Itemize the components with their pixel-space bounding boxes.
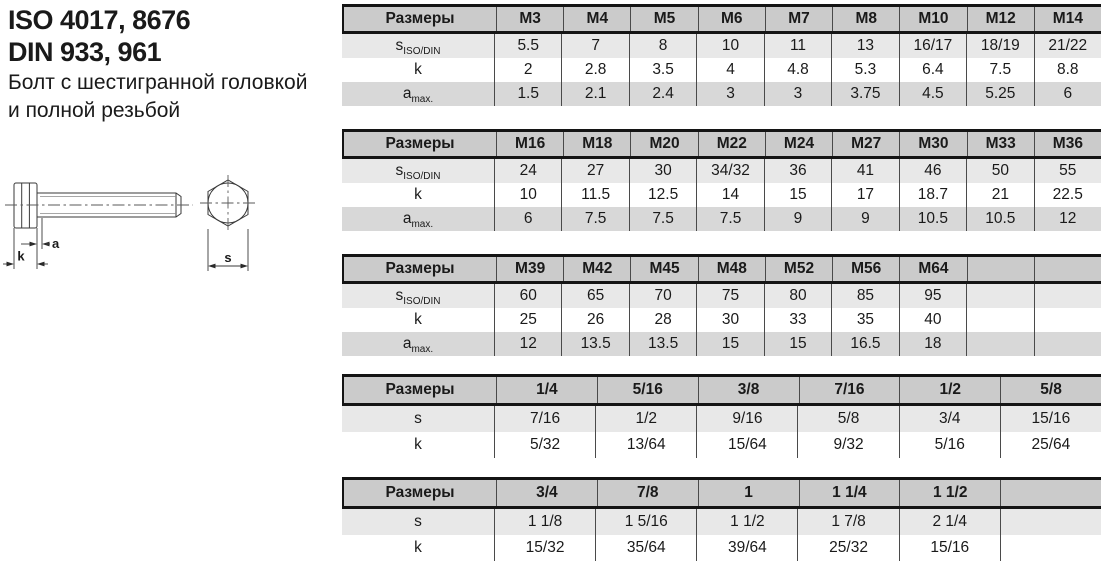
data-cell: 7.5 — [561, 207, 628, 231]
data-cell: 21/22 — [1034, 34, 1101, 58]
table-header-row — [342, 132, 1101, 159]
header-size-cell — [1000, 480, 1101, 506]
data-cell: 1 5/16 — [595, 509, 696, 535]
dimension-k-label: k — [17, 248, 25, 264]
header-size-cell: M64 — [899, 257, 966, 281]
data-cell: 6 — [1034, 82, 1101, 106]
data-cell: 8 — [629, 34, 696, 58]
data-cell — [1000, 509, 1101, 535]
data-cell: 25 — [494, 308, 561, 332]
data-cell: 26 — [561, 308, 628, 332]
dimension-a-label: a — [52, 236, 60, 251]
header-label-cell: Размеры — [385, 260, 455, 277]
header-size-cell: M18 — [563, 132, 630, 156]
data-cell — [966, 308, 1033, 332]
row-label: $s_{ISO/DIN}$ — [395, 37, 441, 58]
data-cell: 18.7 — [899, 183, 966, 207]
standard-din: DIN 933, 961 — [8, 37, 162, 67]
table-row-a — [342, 82, 1101, 106]
header-size-cell — [967, 257, 1034, 281]
header-size-cell: M10 — [899, 7, 966, 31]
header-size-cell: M4 — [563, 7, 630, 31]
data-cell: 5/16 — [899, 432, 1000, 458]
data-cell: 6.4 — [899, 58, 966, 82]
data-cell: 5.5 — [494, 34, 561, 58]
table-row-s — [342, 159, 1101, 183]
header-size-cell: 3/4 — [496, 480, 597, 506]
row-label: $a_{max.}$ — [402, 85, 434, 106]
row-label: k — [414, 539, 422, 556]
header-label-cell: Размеры — [385, 484, 455, 501]
row-label: k — [414, 311, 422, 328]
header-size-cell: M22 — [698, 132, 765, 156]
header-size-cell: 1 — [698, 480, 799, 506]
data-cell: 4.5 — [899, 82, 966, 106]
data-cell: 5/8 — [797, 406, 898, 432]
data-cell: 1/2 — [595, 406, 696, 432]
header-size-cell — [1034, 257, 1101, 281]
data-cell: 24 — [494, 159, 561, 183]
data-cell: 10 — [494, 183, 561, 207]
data-cell: 25/64 — [1000, 432, 1101, 458]
table-row-k — [342, 308, 1101, 332]
data-cell: 1 7/8 — [797, 509, 898, 535]
data-cell: 3/4 — [899, 406, 1000, 432]
data-cell: 85 — [831, 284, 898, 308]
table-row-k — [342, 183, 1101, 207]
header-size-cell: M24 — [765, 132, 832, 156]
header-size-cell: M42 — [563, 257, 630, 281]
data-cell: 11 — [764, 34, 831, 58]
table-row-k — [342, 432, 1101, 458]
data-cell: 2.4 — [629, 82, 696, 106]
data-cell: 10.5 — [966, 207, 1033, 231]
data-cell: 7/16 — [494, 406, 595, 432]
data-cell: 3.75 — [831, 82, 898, 106]
table-header-row — [342, 377, 1101, 406]
data-cell: 36 — [764, 159, 831, 183]
data-cell: 30 — [696, 308, 763, 332]
data-cell: 2.8 — [561, 58, 628, 82]
row-label: k — [414, 186, 422, 203]
data-cell: 30 — [629, 159, 696, 183]
header-size-cell: M14 — [1034, 7, 1101, 31]
data-cell: 46 — [899, 159, 966, 183]
data-cell: 9 — [831, 207, 898, 231]
data-cell: 21 — [966, 183, 1033, 207]
row-label: s — [414, 513, 422, 530]
table-header-row — [342, 480, 1101, 509]
row-label: $s_{ISO/DIN}$ — [395, 287, 441, 308]
data-cell — [1034, 308, 1101, 332]
data-cell: 65 — [561, 284, 628, 308]
table-row-s — [342, 509, 1101, 535]
row-label: k — [414, 61, 422, 78]
data-cell: 17 — [831, 183, 898, 207]
table-row-k — [342, 535, 1101, 561]
header-size-cell: M5 — [630, 7, 697, 31]
data-cell: 12.5 — [629, 183, 696, 207]
data-cell: 13.5 — [561, 332, 628, 356]
header-size-cell: 5/16 — [597, 377, 698, 403]
data-cell — [1034, 332, 1101, 356]
data-cell: 27 — [561, 159, 628, 183]
bolt-hex-end-view — [200, 175, 256, 231]
data-cell: 2 — [494, 58, 561, 82]
header-size-cell: M8 — [832, 7, 899, 31]
data-cell: 15/16 — [1000, 406, 1101, 432]
data-cell: 18/19 — [966, 34, 1033, 58]
data-cell: 6 — [494, 207, 561, 231]
standard-iso: ISO 4017, 8676 — [8, 5, 191, 35]
dimension-table-5 — [342, 477, 1101, 561]
dimension-table-2 — [342, 129, 1101, 231]
data-cell: 1.5 — [494, 82, 561, 106]
header-size-cell: M56 — [832, 257, 899, 281]
data-cell: 18 — [899, 332, 966, 356]
data-cell: 13/64 — [595, 432, 696, 458]
data-cell: 15 — [696, 332, 763, 356]
dimension-s — [208, 229, 248, 271]
table-header-row — [342, 7, 1101, 34]
data-cell: 33 — [764, 308, 831, 332]
header-size-cell: M12 — [967, 7, 1034, 31]
data-cell: 40 — [899, 308, 966, 332]
data-cell: 9 — [764, 207, 831, 231]
data-cell: 16/17 — [899, 34, 966, 58]
data-cell: 80 — [764, 284, 831, 308]
header-size-cell: M52 — [765, 257, 832, 281]
header-size-cell: 5/8 — [1000, 377, 1101, 403]
bolt-side-view — [5, 183, 193, 228]
dimension-tables — [342, 0, 1101, 566]
data-cell: 5.3 — [831, 58, 898, 82]
table-row-s — [342, 406, 1101, 432]
row-label: k — [414, 436, 422, 453]
header-size-cell: 1 1/2 — [899, 480, 1000, 506]
title-block — [8, 4, 338, 124]
header-size-cell: M7 — [765, 7, 832, 31]
data-cell: 4 — [696, 58, 763, 82]
header-size-cell: 7/8 — [597, 480, 698, 506]
table-row-s — [342, 34, 1101, 58]
header-size-cell: M48 — [698, 257, 765, 281]
header-size-cell: M30 — [899, 132, 966, 156]
table-header-row — [342, 257, 1101, 284]
table-row-a — [342, 332, 1101, 356]
bolt-technical-drawing — [0, 165, 300, 310]
data-cell: 35/64 — [595, 535, 696, 561]
header-size-cell: M45 — [630, 257, 697, 281]
header-size-cell: 1/2 — [899, 377, 1000, 403]
header-size-cell: M33 — [967, 132, 1034, 156]
data-cell: 41 — [831, 159, 898, 183]
data-cell: 11.5 — [561, 183, 628, 207]
data-cell: 34/32 — [696, 159, 763, 183]
header-size-cell: 7/16 — [799, 377, 900, 403]
data-cell: 9/16 — [696, 406, 797, 432]
header-size-cell: M36 — [1034, 132, 1101, 156]
row-label: s — [414, 410, 422, 427]
data-cell — [966, 284, 1033, 308]
product-description-line2: и полной резьбой — [8, 99, 181, 122]
header-size-cell: M39 — [496, 257, 563, 281]
row-label: $a_{max.}$ — [402, 335, 434, 356]
data-cell: 14 — [696, 183, 763, 207]
row-label: $s_{ISO/DIN}$ — [395, 162, 441, 183]
data-cell: 95 — [899, 284, 966, 308]
data-cell: 7.5 — [966, 58, 1033, 82]
data-cell — [1034, 284, 1101, 308]
data-cell: 15 — [764, 332, 831, 356]
header-size-cell: 3/8 — [698, 377, 799, 403]
dimension-table-4 — [342, 374, 1101, 458]
data-cell: 5/32 — [494, 432, 595, 458]
data-cell: 50 — [966, 159, 1033, 183]
dimension-s-label: s — [224, 250, 232, 265]
data-cell: 5.25 — [966, 82, 1033, 106]
product-description-line1: Болт с шестигранной головкой — [8, 71, 308, 94]
data-cell: 12 — [494, 332, 561, 356]
header-size-cell: M20 — [630, 132, 697, 156]
data-cell: 1 1/2 — [696, 509, 797, 535]
data-cell — [966, 332, 1033, 356]
data-cell: 10.5 — [899, 207, 966, 231]
header-size-cell: M3 — [496, 7, 563, 31]
data-cell: 15/16 — [899, 535, 1000, 561]
dimension-table-1 — [342, 4, 1101, 106]
data-cell: 7.5 — [696, 207, 763, 231]
data-cell: 1 1/8 — [494, 509, 595, 535]
data-cell — [1000, 535, 1101, 561]
row-label: $a_{max.}$ — [402, 210, 434, 231]
data-cell: 7.5 — [629, 207, 696, 231]
data-cell: 13 — [831, 34, 898, 58]
header-size-cell: 1 1/4 — [799, 480, 900, 506]
data-cell: 12 — [1034, 207, 1101, 231]
header-label-cell: Размеры — [385, 10, 455, 27]
data-cell: 35 — [831, 308, 898, 332]
data-cell: 60 — [494, 284, 561, 308]
data-cell: 28 — [629, 308, 696, 332]
data-cell: 2 1/4 — [899, 509, 1000, 535]
data-cell: 16.5 — [831, 332, 898, 356]
data-cell: 55 — [1034, 159, 1101, 183]
data-cell: 3 — [696, 82, 763, 106]
data-cell: 39/64 — [696, 535, 797, 561]
data-cell: 8.8 — [1034, 58, 1101, 82]
header-label-cell: Размеры — [385, 381, 455, 398]
table-row-a — [342, 207, 1101, 231]
header-size-cell: M6 — [698, 7, 765, 31]
data-cell: 3 — [764, 82, 831, 106]
data-cell: 9/32 — [797, 432, 898, 458]
data-cell: 70 — [629, 284, 696, 308]
data-cell: 15/32 — [494, 535, 595, 561]
table-row-k — [342, 58, 1101, 82]
table-row-s — [342, 284, 1101, 308]
data-cell: 75 — [696, 284, 763, 308]
header-size-cell: M16 — [496, 132, 563, 156]
data-cell: 15/64 — [696, 432, 797, 458]
data-cell: 10 — [696, 34, 763, 58]
data-cell: 15 — [764, 183, 831, 207]
data-cell: 13.5 — [629, 332, 696, 356]
data-cell: 3.5 — [629, 58, 696, 82]
dimension-k — [3, 249, 48, 267]
data-cell: 4.8 — [764, 58, 831, 82]
data-cell: 25/32 — [797, 535, 898, 561]
data-cell: 7 — [561, 34, 628, 58]
data-cell: 2.1 — [561, 82, 628, 106]
header-size-cell: M27 — [832, 132, 899, 156]
header-size-cell: 1/4 — [496, 377, 597, 403]
data-cell: 22.5 — [1034, 183, 1101, 207]
header-label-cell: Размеры — [385, 135, 455, 152]
dimension-table-3 — [342, 254, 1101, 356]
